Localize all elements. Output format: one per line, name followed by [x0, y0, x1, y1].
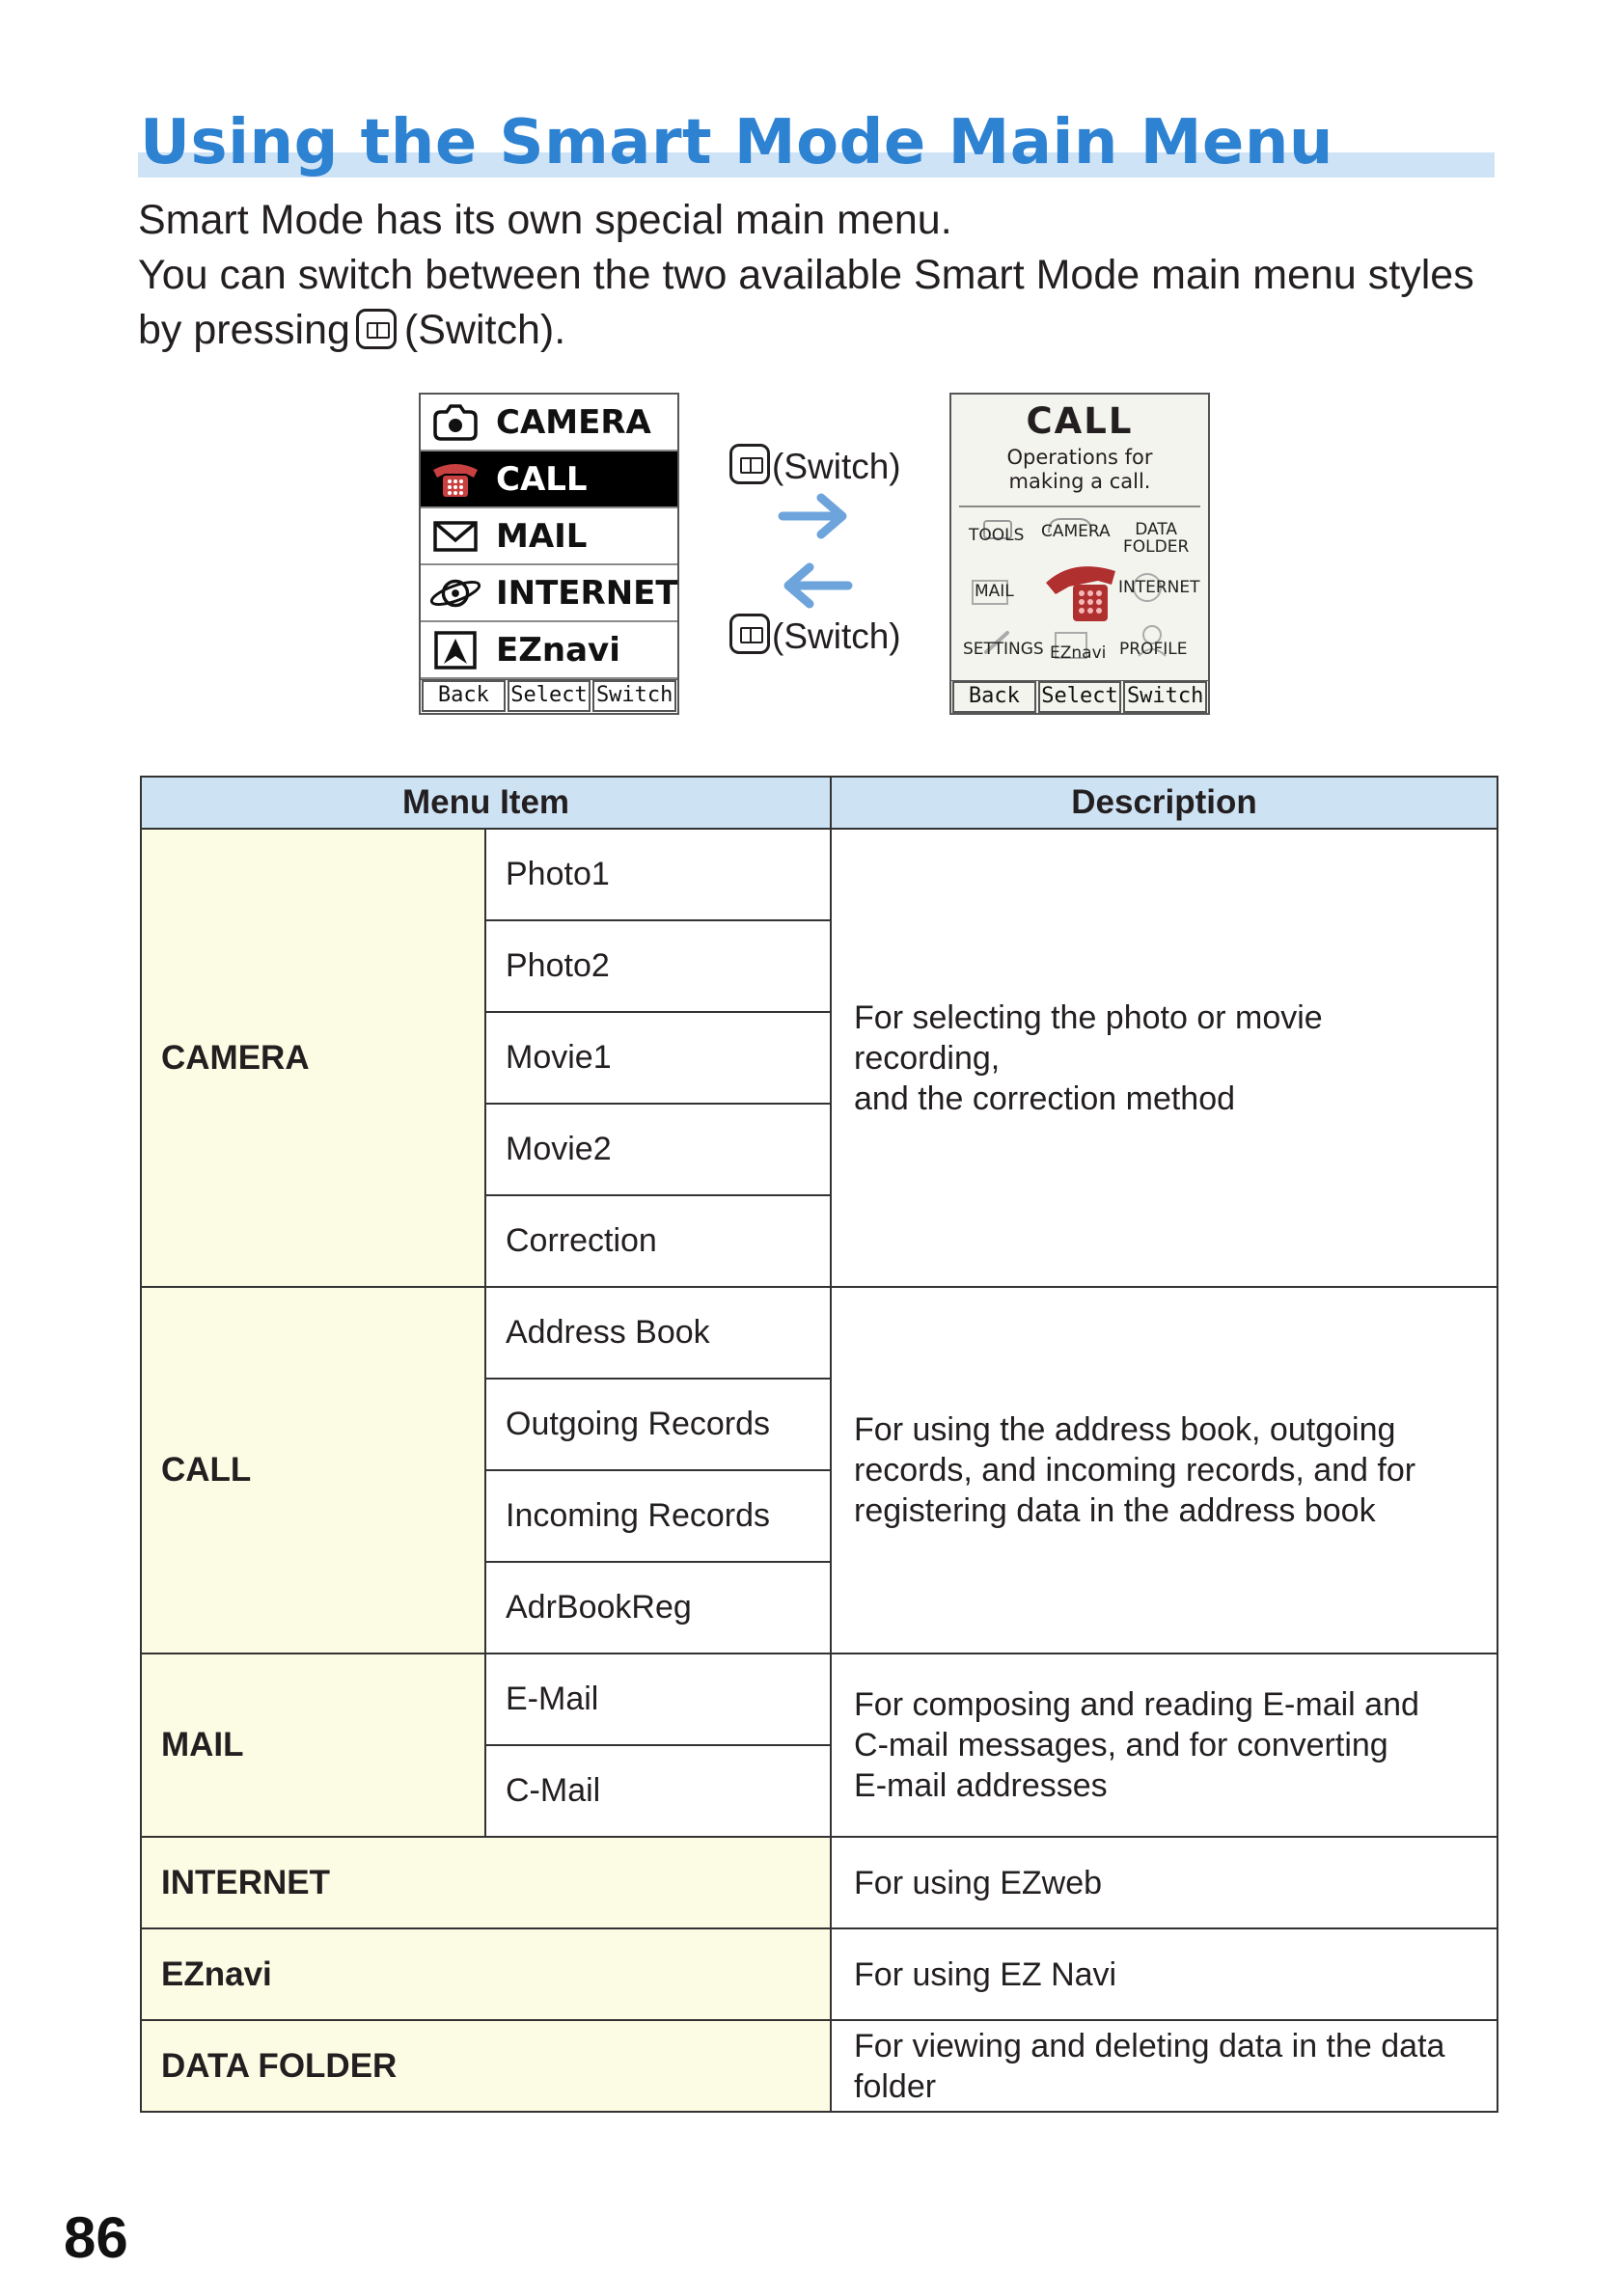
- icon-grid: [951, 507, 1208, 675]
- sub-item: C-Mail: [485, 1745, 831, 1837]
- menu-item-camera-label: CAMERA: [496, 402, 651, 442]
- softkey-switch[interactable]: Switch: [592, 680, 676, 712]
- list-style-menu-screen: [419, 393, 679, 715]
- grid-item-tools[interactable]: TOOLS: [969, 527, 1024, 544]
- subtitle-line-1: Operations for: [1006, 446, 1153, 469]
- intro-line-1: Smart Mode has its own special main menu.: [138, 197, 952, 243]
- description-call: For using the address book, outgoing records, and incoming records, and for registering data in the address book: [831, 1287, 1497, 1654]
- header-menu-item: Menu Item: [141, 777, 831, 829]
- grid-item-data-folder[interactable]: DATA FOLDER: [1123, 520, 1190, 557]
- sub-item: Address Book: [485, 1287, 831, 1379]
- intro-line-3-after: (Switch).: [403, 307, 566, 353]
- sub-item: Incoming Records: [485, 1470, 831, 1562]
- switch-label-bottom-text: (Switch): [772, 616, 901, 656]
- category-eznavi: EZnavi: [141, 1928, 831, 2020]
- intro-line-3: [138, 303, 1518, 358]
- softkey-select[interactable]: Select: [508, 680, 591, 712]
- grid-item-settings[interactable]: SETTINGS: [963, 641, 1044, 658]
- grid-item-camera[interactable]: CAMERA: [1041, 523, 1111, 540]
- table-row: [141, 1654, 1497, 1745]
- switch-label-bottom: [729, 614, 901, 657]
- category-data-folder: DATA FOLDER: [141, 2020, 831, 2112]
- page-number: 86: [64, 2205, 128, 2270]
- menu-item-mail[interactable]: [421, 508, 677, 565]
- camera-icon: [428, 403, 482, 442]
- grid-item-profile[interactable]: PROFILE: [1119, 641, 1187, 658]
- sub-item: E-Mail: [485, 1654, 831, 1745]
- softkey-back[interactable]: Back: [952, 681, 1036, 713]
- switch-key-icon: [356, 309, 397, 349]
- table-header-row: [141, 777, 1497, 829]
- grid-item-eznavi[interactable]: EZnavi: [1050, 644, 1106, 662]
- table-row: [141, 1928, 1497, 2020]
- grid-item-mail[interactable]: MAIL: [975, 583, 1014, 600]
- switch-label-top-text: (Switch): [772, 447, 901, 486]
- globe-icon: [428, 574, 482, 613]
- softkey-switch[interactable]: Switch: [1123, 681, 1207, 713]
- category-internet: INTERNET: [141, 1837, 831, 1928]
- menu-item-internet[interactable]: [421, 565, 677, 622]
- phone-icon: [1044, 561, 1121, 634]
- menu-item-mail-label: MAIL: [496, 516, 588, 556]
- grid-item-internet[interactable]: INTERNET: [1118, 579, 1200, 596]
- sub-item: Movie2: [485, 1104, 831, 1195]
- category-call: CALL: [141, 1287, 485, 1654]
- navigation-icon: [428, 631, 482, 670]
- table-row: [141, 1837, 1497, 1928]
- sub-item: Photo1: [485, 829, 831, 920]
- left-arrow-icon: [777, 561, 854, 610]
- table-row: [141, 829, 1497, 920]
- softkey-back[interactable]: Back: [422, 680, 506, 712]
- sub-item: Correction: [485, 1195, 831, 1287]
- description-internet: For using EZweb: [831, 1837, 1497, 1928]
- switch-key-icon: [729, 444, 770, 484]
- selected-menu-subtitle: [951, 446, 1208, 494]
- description-data-folder: For viewing and deleting data in the data folder: [831, 2020, 1497, 2112]
- description-mail: For composing and reading E-mail and C-mail messages, and for converting E-mail addresses: [831, 1654, 1497, 1837]
- right-arrow-icon: [777, 492, 854, 540]
- category-camera: CAMERA: [141, 829, 485, 1287]
- softkey-bar: [951, 680, 1208, 713]
- selected-menu-title: CALL: [1026, 400, 1134, 442]
- header-description: Description: [831, 777, 1497, 829]
- phone-icon: [428, 460, 482, 499]
- sub-item: Photo2: [485, 920, 831, 1012]
- switch-label-top: [729, 444, 901, 487]
- category-mail: MAIL: [141, 1654, 485, 1837]
- icon-style-menu-screen: [949, 393, 1210, 715]
- subtitle-line-2: making a call.: [1008, 470, 1151, 493]
- softkey-select[interactable]: Select: [1038, 681, 1122, 713]
- softkey-bar: [421, 679, 677, 712]
- menu-item-call-label: CALL: [496, 459, 588, 499]
- sub-item: AdrBookReg: [485, 1562, 831, 1654]
- switch-key-icon: [729, 614, 770, 654]
- table-row: [141, 2020, 1497, 2112]
- menu-item-eznavi[interactable]: [421, 622, 677, 679]
- section-title-block: [138, 104, 1495, 181]
- sub-item: Outgoing Records: [485, 1379, 831, 1470]
- page-title: Using the Smart Mode Main Menu: [140, 107, 1333, 178]
- table-row: [141, 1287, 1497, 1379]
- description-eznavi: For using EZ Navi: [831, 1928, 1497, 2020]
- sub-item: Movie1: [485, 1012, 831, 1104]
- menu-item-camera[interactable]: [421, 395, 677, 451]
- menu-items-table: [140, 776, 1498, 2113]
- description-camera: For selecting the photo or movie recording, and the correction method: [831, 829, 1497, 1287]
- intro-line-2: You can switch between the two available Smart Mode main menu styles: [138, 252, 1474, 298]
- menu-item-internet-label: INTERNET: [496, 573, 678, 613]
- menu-item-call[interactable]: [421, 451, 677, 508]
- intro-line-3-before: by pressing: [138, 307, 350, 353]
- intro-text: [138, 193, 1518, 358]
- menu-item-eznavi-label: EZnavi: [496, 630, 620, 670]
- envelope-icon: [428, 517, 482, 556]
